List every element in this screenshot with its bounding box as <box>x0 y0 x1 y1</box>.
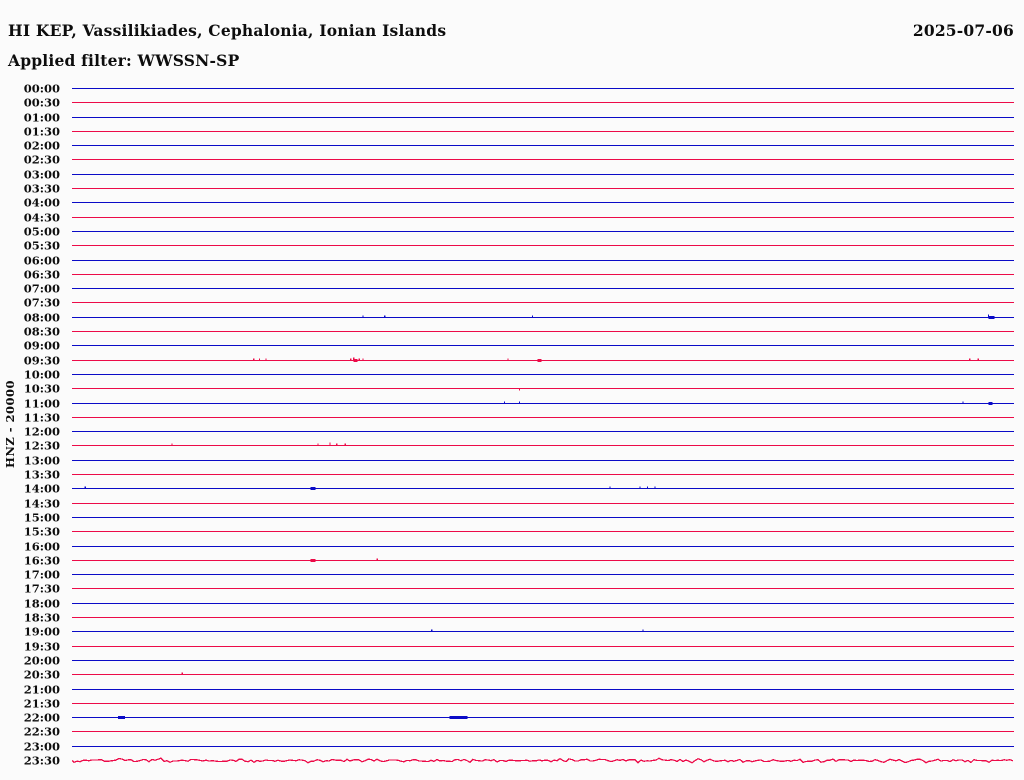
row-time-label: 08:30 <box>23 324 60 339</box>
row-time-label: 14:30 <box>23 496 60 511</box>
row-time-label: 18:30 <box>23 610 60 625</box>
trace-path <box>72 758 1013 763</box>
row-time-label: 19:00 <box>23 624 60 639</box>
row-time-label: 13:30 <box>23 467 60 482</box>
row-time-label: 00:00 <box>23 81 60 96</box>
row-time-label: 16:00 <box>23 539 60 554</box>
row-time-label: 06:30 <box>23 267 60 282</box>
row-time-label: 20:00 <box>23 653 60 668</box>
row-time-label: 04:30 <box>23 210 60 225</box>
row-time-label: 16:30 <box>23 553 60 568</box>
row-time-label: 22:30 <box>23 724 60 739</box>
row-time-label: 09:30 <box>23 353 60 368</box>
row-time-label: 11:00 <box>23 396 60 411</box>
row-time-label: 21:00 <box>23 682 60 697</box>
row-time-label: 23:00 <box>23 739 60 754</box>
row-time-label: 11:30 <box>23 410 60 425</box>
row-time-label: 05:30 <box>23 238 60 253</box>
row-time-label: 03:30 <box>23 181 60 196</box>
row-time-label: 03:00 <box>23 167 60 182</box>
row-time-label: 07:00 <box>23 281 60 296</box>
row-time-label: 23:30 <box>23 753 60 768</box>
row-time-label: 21:30 <box>23 696 60 711</box>
channel-scale-label: HNZ - 20000 <box>3 379 17 469</box>
row-time-label: 01:00 <box>23 110 60 125</box>
row-time-label: 05:00 <box>23 224 60 239</box>
date-label: 2025-07-06 <box>912 21 1014 40</box>
row-time-label: 02:30 <box>23 152 60 167</box>
row-time-label: 07:30 <box>23 295 60 310</box>
row-time-label: 17:00 <box>23 567 60 582</box>
row-time-label: 15:00 <box>23 510 60 525</box>
row-time-label: 01:30 <box>23 124 60 139</box>
row-time-label: 15:30 <box>23 524 60 539</box>
row-time-label: 08:00 <box>23 310 60 325</box>
row-time-label: 00:30 <box>23 95 60 110</box>
row-time-label: 13:00 <box>23 453 60 468</box>
row-time-label: 06:00 <box>23 253 60 268</box>
station-title: HI KEP, Vassilikiades, Cephalonia, Ionian Islands <box>8 21 447 40</box>
filter-label: Applied filter: WWSSN-SP <box>8 51 240 70</box>
row-time-label: 14:00 <box>23 481 60 496</box>
row-time-label: 10:00 <box>23 367 60 382</box>
row-time-label: 09:00 <box>23 338 60 353</box>
row-time-label: 10:30 <box>23 381 60 396</box>
row-time-label: 12:30 <box>23 438 60 453</box>
row-time-label: 22:00 <box>23 710 60 725</box>
row-time-label: 18:00 <box>23 596 60 611</box>
row-time-label: 04:00 <box>23 195 60 210</box>
row-time-label: 17:30 <box>23 581 60 596</box>
row-time-label: 12:00 <box>23 424 60 439</box>
row-time-label: 02:00 <box>23 138 60 153</box>
row-time-label: 20:30 <box>23 667 60 682</box>
row-time-label: 19:30 <box>23 639 60 654</box>
